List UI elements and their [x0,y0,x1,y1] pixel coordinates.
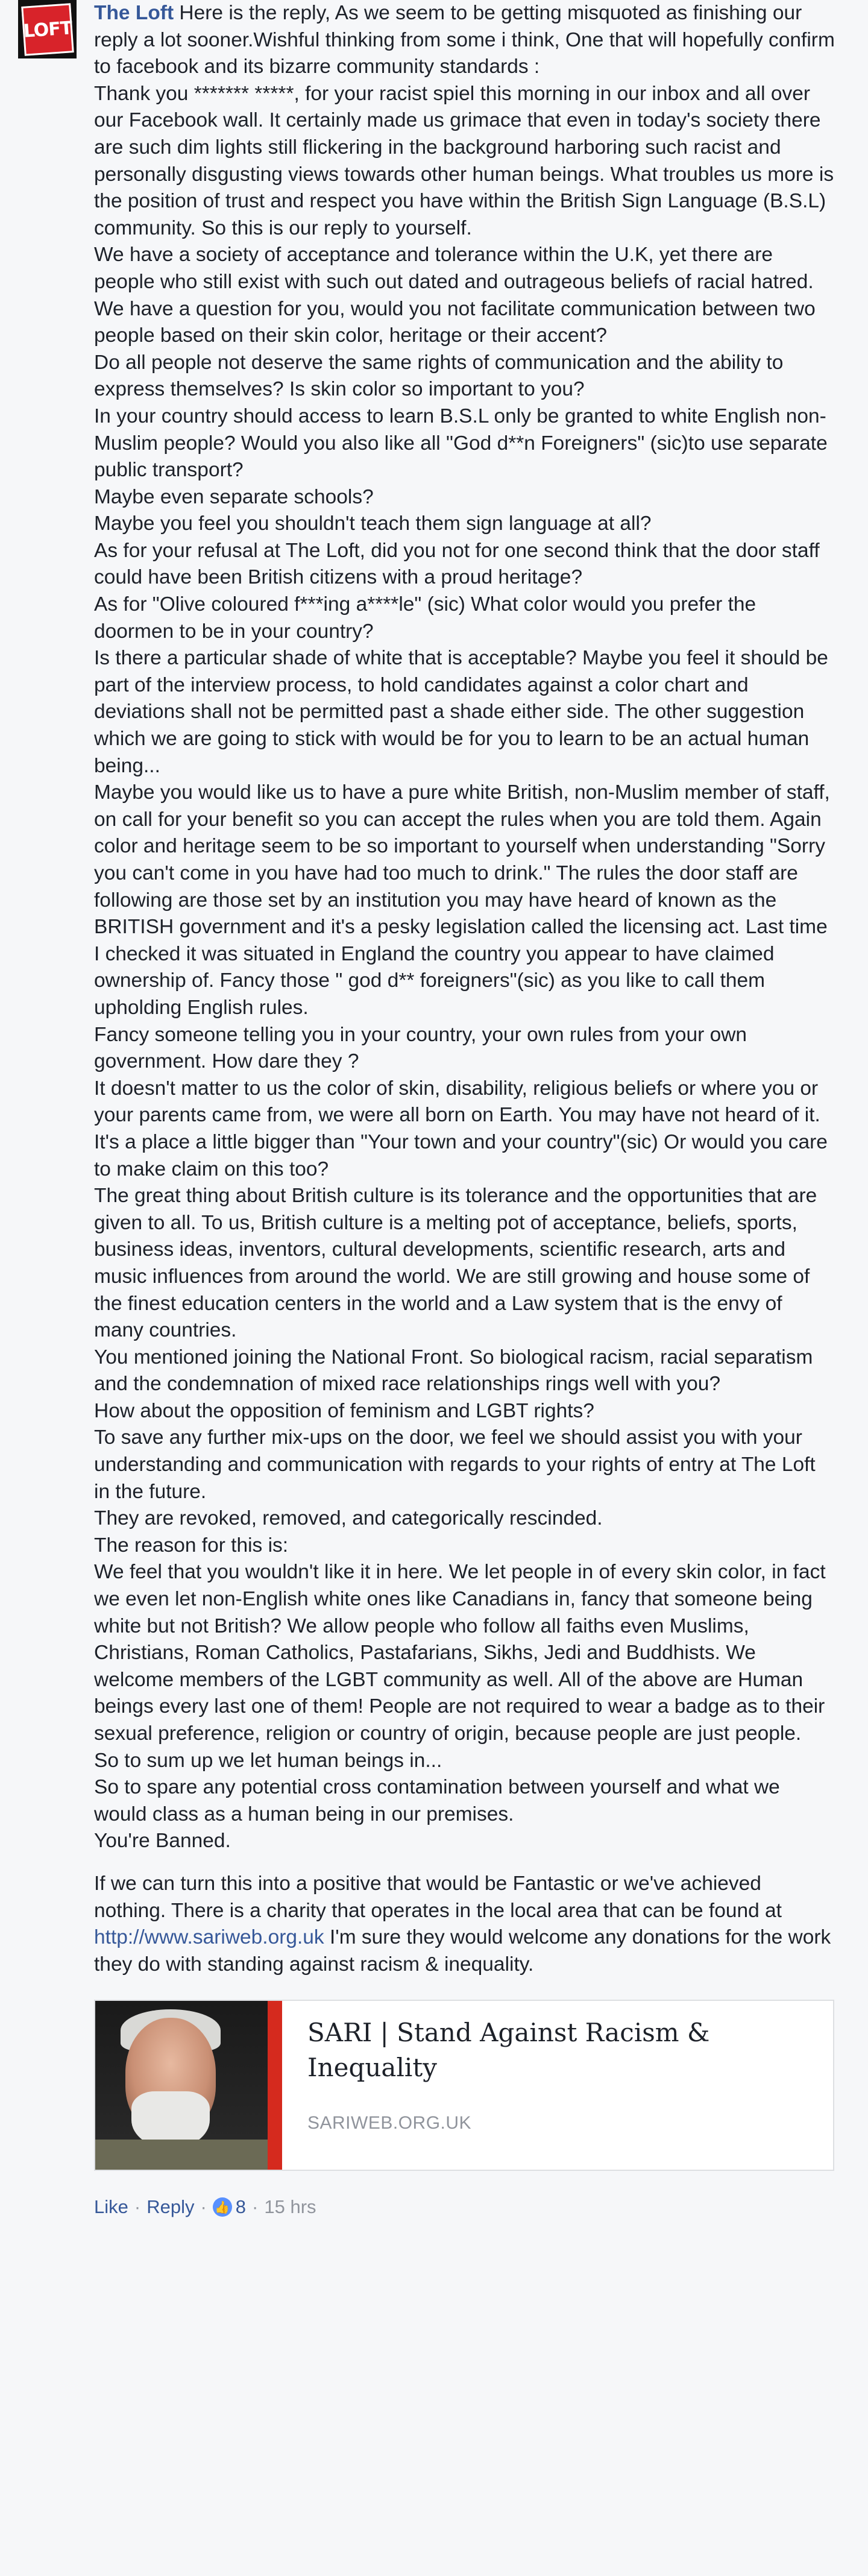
sariweb-link[interactable]: http://www.sariweb.org.uk [94,1926,324,1949]
link-preview-card[interactable] [94,2000,834,2171]
link-preview-accent-bar [268,2001,282,2170]
timestamp[interactable]: 15 hrs [264,2196,316,2218]
separator: · [134,2196,141,2218]
comment-content [94,0,835,2218]
like-count[interactable]: 8 [235,2196,247,2218]
like-link[interactable]: Like [94,2196,128,2218]
loft-logo: LOFT [21,3,74,56]
link-preview-title[interactable]: SARI | Stand Against Racism & Inequality [307,2018,710,2083]
closing-text-before-link: If we can turn this into a positive that would be Fantastic or we've achieved nothing. There is a charity that operates in the local area that can be found at [94,1872,782,1922]
separator: · [200,2196,207,2218]
comment-closing-paragraph [94,1871,835,1978]
link-preview-domain: SARIWEB.ORG.UK [307,2113,472,2134]
link-preview-text [282,2001,833,2170]
separator: · [252,2196,259,2218]
author-name-link[interactable]: The Loft [94,2,174,24]
reply-link[interactable]: Reply [146,2196,195,2218]
comment-text: Here is the reply, As we seem to be getting misquoted as finishing our reply a lot sooner.Wishful thinking from some i think, One that will hopefully confirm to facebook and its bizarre community standards : Thank you ******* *****, for your racist spiel this morning in our inbox and all over our Facebook wall. It certainly made us grimace that even in today's society there are such dim lights still flickering in the background harboring such racist and personally disgusting views towards other human beings. What troubles us more is the position of trust and respect you have within the British Sign Language (B.S.L) community. So this is our reply to yourself. We have a society of acceptance and tolerance within the U.K, yet there are people who still exist with such out dated and outrageous beliefs of racial hatred. We have a question for you, would you not facilitate communication between two people based on their skin color, heritage or their accent? Do all people not deserve the same rights of communication and the ability to express themselves? Is skin color so important to you? In your country should access to learn B.S.L only be granted to white English non-Muslim people? Would you also like all "God d**n Foreigners" (sic)to use separate public transport? Maybe even separate schools? Maybe you feel you shouldn't teach them sign language at all? As for your refusal at The Loft, did you not for one second think that the door staff could have been British citizens with a proud heritage? As for "Olive coloured f***ing a****le" (sic) What color would you prefer the doormen to be in your country? Is there a particular shade of white that is acceptable? Maybe you feel it should be part of the interview process, to hold candidates against a color chart and deviations shall not be permitted past a shade either side. The other suggestion which we are going to stick with would be for you to learn to be an actual human being... Maybe you would like us to have a pure white British, non-Muslim member of staff, on call for your benefit so you can accept the rules when you are told them. Again color and heritage seem to be so important to yourself when understanding "Sorry you can't come in you have had too much to drink." The rules the door staff are following are those set by an institution you may have heard of known as the BRITISH government and it's a pesky legislation called the licensing act. Last time I checked it was situated in England the country you appear to have claimed ownership of. Fancy those " god d** foreigners"(sic) as you like to call them upholding English rules. Fancy someone telling you in your country, your own rules from your own government. How dare they ? It doesn't matter to us the color of skin, disability, religious beliefs or where you or your parents came from, we were all born on Earth. You may have not heard of it. It's a place a little bigger than "Your town and your country"(sic) Or would you care to make claim on this too? The great thing about British culture is its tolerance and the opportunities that are given to all. To us, British culture is a melting pot of acceptance, beliefs, sports, business ideas, inventors, cultural developments, scientific research, arts and music influences from around the world. We are still growing and house some of the finest education centers in the world and a Law system that is the envy of many countries. You mentioned joining the National Front. So biological racism, racial separatism and the condemnation of mixed race relationships rings well with you? How about the opposition of feminism and LGBT rights? To save any further mix-ups on the door, we feel we should assist you with your understanding and communication with regards to your rights of entry at The Loft in the future. They are revoked, removed, and categorically rescinded. The reason for this is: We feel that you wouldn't like it in here. We let people in of every skin color, in fact we even let non-English white ones like Canadians in, fancy that someone being white but not British? We allow people who follow all faiths even Muslims, Christians, Roman Catholics, Pastafarians, Sikhs, Jedi and Buddhists. We welcome members of the LGBT community as well. All of the above are Human beings every last one of them! People are not required to wear a badge as to their sexual preference, religion or country of origin, because people are just people. So to sum up we let human beings in... So to spare any potential cross contamination between yourself and what we would class as a human being in our premises. You're Banned. [94,2,835,1853]
thumbs-up-icon[interactable]: 👍 [213,2197,232,2217]
portrait-shirt [95,2140,268,2170]
author-avatar[interactable] [18,0,77,58]
closing-text-after-link: I'm sure they would welcome any donations for the work they do with standing against racism & inequality. [94,1926,831,1976]
comment-body [94,0,835,1855]
comment-actions [94,2196,835,2218]
link-preview-image[interactable] [95,2001,268,2170]
